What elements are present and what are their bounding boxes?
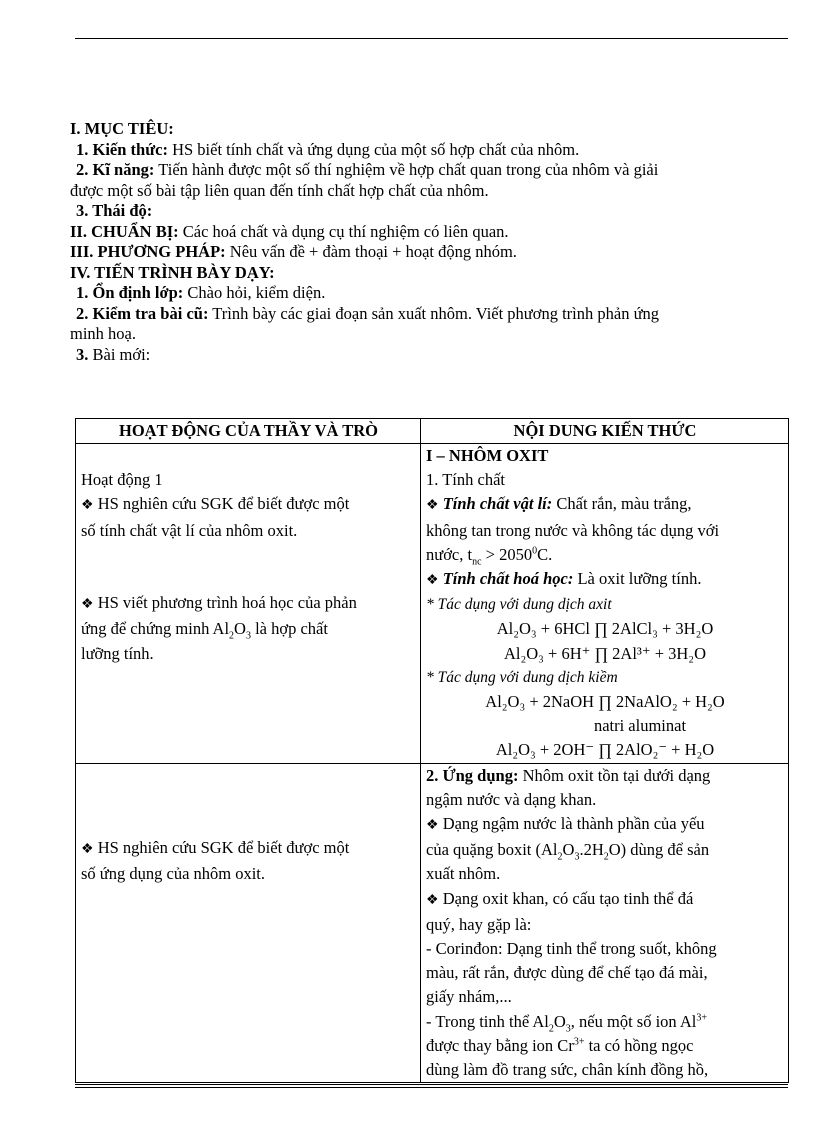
list-item-cont: số tính chất vật lí của nhôm oxit. bbox=[81, 520, 298, 540]
list-item-cont: được thay bằng ion $Cr^{3+}$ ta có hồng ngọc bbox=[426, 1035, 694, 1055]
chemical-properties: ❖ Tính chất hoá học: Là oxit lưỡng tính. bbox=[426, 569, 702, 589]
header-content: NỘI DUNG KIẾN THỨC bbox=[421, 419, 789, 444]
objective-skill: 2. Kĩ năng: Tiến hành được một số thí nghiệm về hợp chất quan trong của nhôm và giải bbox=[76, 160, 659, 179]
applications: 2. Ứng dụng: Nhôm oxit tồn tại dưới dạng bbox=[426, 765, 711, 785]
list-item-cont: của quặng boxit $(Al_2O_3.2H_2O)$ dùng để sản bbox=[426, 840, 710, 863]
physical-properties: ❖ Tính chất vật lí: Chất rắn, màu trắng, bbox=[426, 494, 692, 514]
process-check-old-cont: minh hoạ. bbox=[70, 324, 136, 343]
list-item: - Corinđon: Dạng tinh thể trong suốt, không bbox=[426, 939, 717, 959]
footer-rule bbox=[75, 1087, 788, 1088]
table-row bbox=[76, 763, 789, 1083]
list-item: ❖ Dạng ngậm nước là thành phần của yếu bbox=[426, 814, 705, 834]
activity-title: Hoạt động 1 bbox=[81, 470, 163, 490]
process-new-lesson: 3. Bài mới: bbox=[76, 344, 151, 364]
equation: Al₂O₃ + 2OH⁻ ∏ 2AlO₂⁻ + H₂O bbox=[495, 740, 715, 760]
diamond-bullet-icon: ❖ bbox=[426, 498, 439, 514]
list-item-cont: dùng làm đồ trang sức, chân kính đồng hồ, bbox=[426, 1060, 709, 1080]
diamond-bullet-icon: ❖ bbox=[426, 573, 439, 589]
header-activities: HOẠT ĐỘNG CỦA THẦY VÀ TRÒ bbox=[76, 419, 421, 444]
lesson-intro bbox=[70, 119, 790, 365]
objective-skill-cont: được một số bài tập liên quan đến tính chất hợp chất của nhôm. bbox=[70, 180, 489, 200]
list-item: - Trong tinh thể $Al_2O_3$, nếu một số ion $Al^{3+}$ bbox=[426, 1011, 708, 1034]
equation: Al₂O₃ + 6HCl ∏ 2AlCl₃ + 3H₂O bbox=[496, 619, 714, 639]
section-process-title: IV. TIẾN TRÌNH BÀY DẠY: bbox=[70, 262, 275, 282]
base-reaction-label: * Tác dụng với dung dịch kiềm bbox=[426, 668, 618, 686]
list-item-cont: ứng để chứng minh $Al_2O_3$ là hợp chất bbox=[81, 619, 328, 642]
list-item-cont: số ứng dụng của nhôm oxit. bbox=[81, 864, 266, 884]
physical-properties-cont: không tan trong nước và không tác dụng với bbox=[426, 520, 720, 540]
activity-cell-2 bbox=[76, 763, 421, 1083]
process-check-old: 2. Kiểm tra bài cũ: Trình bày các giai đoạn sản xuất nhôm. Viết phương trình phản ứng bbox=[76, 303, 660, 323]
content-cell-1 bbox=[421, 444, 789, 764]
applications-cont: ngậm nước và dạng khan. bbox=[426, 789, 597, 809]
diamond-bullet-icon: ❖ bbox=[81, 842, 94, 858]
list-item-cont: xuất nhôm. bbox=[426, 864, 501, 884]
equation: Al₂O₃ + 2NaOH ∏ 2NaAlO₂ + H₂O bbox=[485, 692, 725, 712]
table-row bbox=[76, 444, 789, 764]
physical-properties-cont: nước, $t_{nc} > 2050^0C$. bbox=[426, 544, 553, 568]
section-preparation: II. CHUẨN BỊ: Các hoá chất và dụng cụ thí nghiệm có liên quan. bbox=[70, 221, 509, 241]
activity-cell-1 bbox=[76, 444, 421, 764]
diamond-bullet-icon: ❖ bbox=[426, 818, 439, 834]
content-cell-2 bbox=[421, 763, 789, 1083]
lesson-table bbox=[75, 418, 789, 1083]
diamond-bullet-icon: ❖ bbox=[81, 597, 94, 613]
list-item-cont: màu, rất rắn, được dùng để chế tạo đá mài, bbox=[426, 963, 708, 983]
section-method: III. PHƯƠNG PHÁP: Nêu vấn đề + đàm thoại + hoạt động nhóm. bbox=[70, 242, 517, 261]
list-item: ❖ HS viết phương trình hoá học của phản bbox=[81, 593, 357, 613]
list-item: ❖ HS nghiên cứu SGK để biết được một bbox=[81, 838, 350, 858]
objective-knowledge: 1. Kiến thức: HS biết tính chất và ứng dụng của một số hợp chất của nhôm. bbox=[76, 139, 580, 159]
content-subtitle: 1. Tính chất bbox=[426, 470, 505, 490]
list-item-cont: lưỡng tính. bbox=[81, 643, 154, 663]
list-item-cont: giấy nhám,... bbox=[426, 987, 512, 1007]
section-objectives-title: I. MỤC TIÊU: bbox=[70, 119, 174, 138]
list-item: ❖ Dạng oxit khan, có cấu tạo tinh thể đá bbox=[426, 888, 694, 908]
diamond-bullet-icon: ❖ bbox=[426, 892, 439, 908]
diamond-bullet-icon: ❖ bbox=[81, 498, 94, 514]
list-item: ❖ HS nghiên cứu SGK để biết được một bbox=[81, 494, 350, 514]
table-header-row bbox=[76, 419, 789, 444]
list-item-cont: quý, hay gặp là: bbox=[426, 914, 532, 934]
content-title: I – NHÔM OXIT bbox=[426, 446, 549, 465]
equation-note: natri aluminat bbox=[593, 716, 687, 736]
footer-rule bbox=[75, 1084, 788, 1085]
process-class-order: 1. Ổn định lớp: Chào hỏi, kiểm diện. bbox=[76, 283, 326, 302]
header-rule bbox=[75, 38, 788, 39]
objective-attitude: 3. Thái độ: bbox=[76, 201, 153, 220]
acid-reaction-label: * Tác dụng với dung dịch axit bbox=[426, 596, 612, 614]
equation: Al₂O₃ + 6H⁺ ∏ 2Al³⁺ + 3H₂O bbox=[504, 643, 706, 663]
